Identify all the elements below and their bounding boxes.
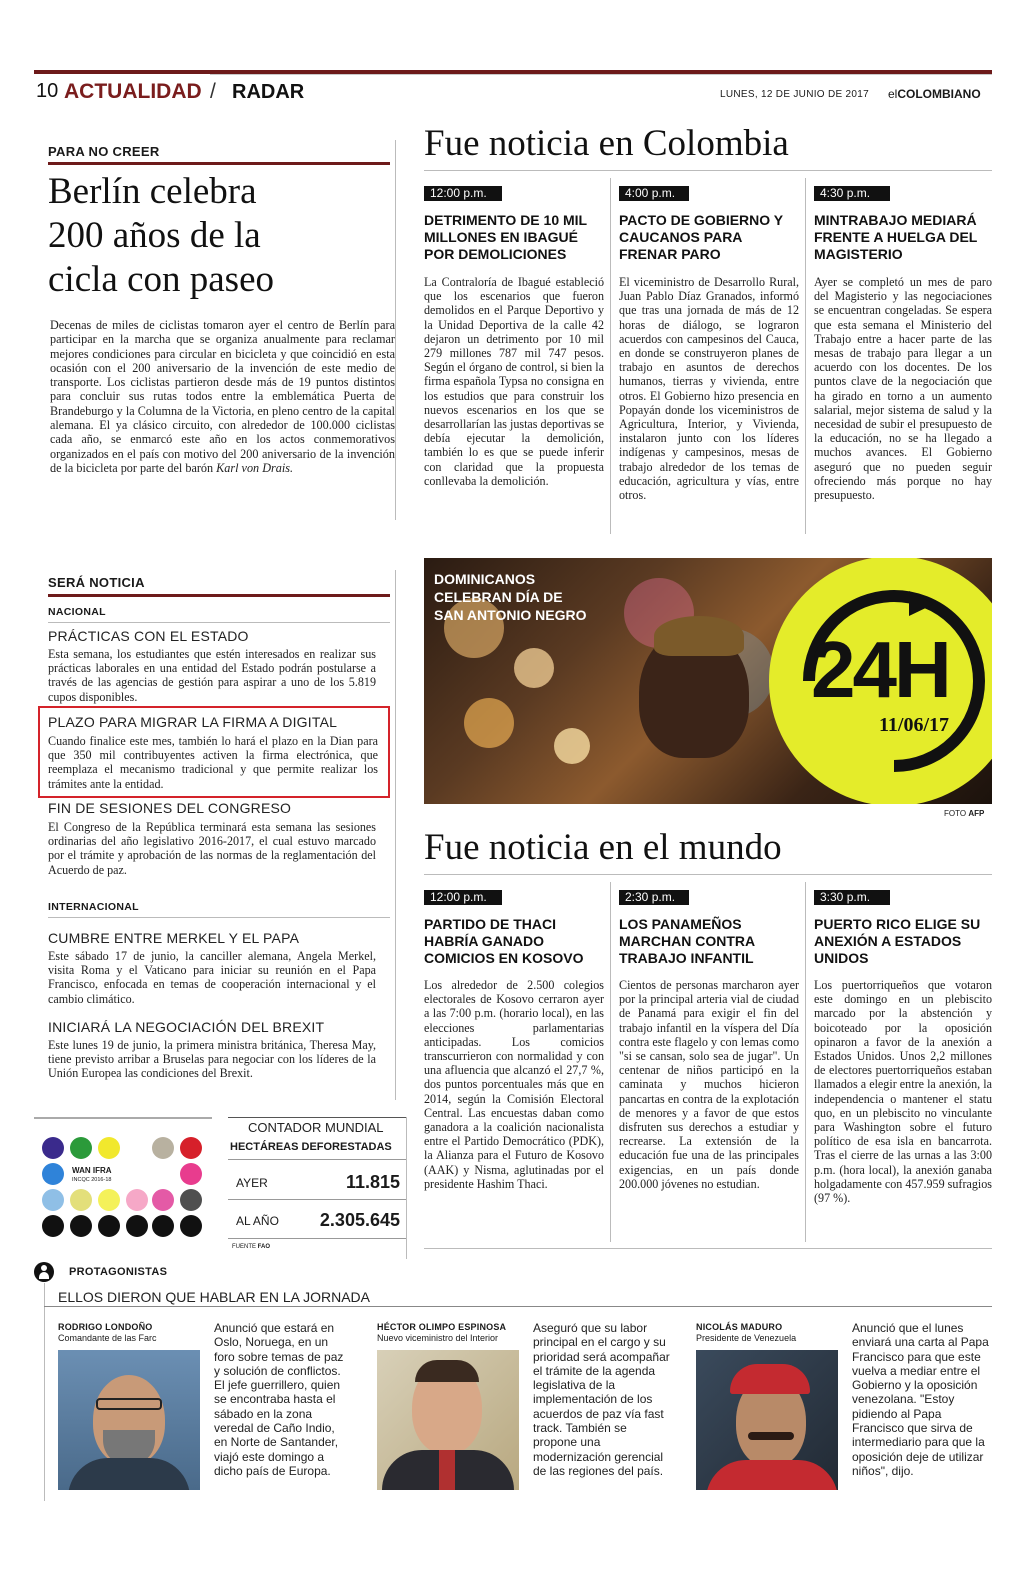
contador-source: FUENTE FAO: [232, 1244, 271, 1250]
photo-light: [554, 728, 590, 764]
nacional-rule: [48, 622, 390, 623]
internacional-title-1: CUMBRE ENTRE MERKEL Y EL PAPA: [48, 930, 300, 946]
mundo-title-1: PARTIDO DE THACI HABRÍA GANADO COMICIOS EN KOSOVO: [424, 916, 584, 966]
protagonistas-kicker: PROTAGONISTAS: [69, 1266, 168, 1278]
mundo-time-1: 12:00 p.m.: [424, 890, 502, 905]
color-swatch: [98, 1137, 120, 1159]
mundo-body-3: Los puertorriqueños que votaron este domingo en un plebiscito marcado por la abstención y boicoteado por la oposición opinaron a favor de la anexión a Estados Unidos. Unos 2,2 millones de electores puertorriqueños estaban llamados a elegir entre la anexión, la independencia o mantener el statu quo, en un plebiscito no vinculante para Washington sobre el futuro político de esa isla en bancarrota. Tras el cierre de las urnas a las 3:00 p.m. (hora local), la anexión ganaba holgadamente con 457.959 sufragios (97 %).: [814, 978, 993, 1206]
photo-hat: [654, 616, 744, 656]
color-swatch: [42, 1189, 64, 1211]
color-swatch: [70, 1189, 92, 1211]
mundo-divider-1: [610, 882, 611, 1242]
nacional-title-1: PRÁCTICAS CON EL ESTADO: [48, 628, 249, 644]
protagonista-text-1: Anunció que estará en Oslo, Noruega, en un foro sobre temas de paz y solución de conflictos. El jefe guerrillero, quien se encontraba hasta el sábado en la zona veredal de Caño Indio, en Norte de Santander, viajó este domingo a dicho país de Europa.: [214, 1321, 344, 1478]
color-swatch: [42, 1163, 64, 1185]
protagonistas-side-rule: [44, 1283, 45, 1501]
colombia-divider-2: [805, 178, 806, 534]
nacional-label: NACIONAL: [48, 606, 106, 618]
kicker-rule: [48, 162, 390, 165]
colombia-title-2: PACTO DE GOBIERNO Y CAUCANOS PARA FRENAR PARO: [619, 212, 783, 262]
nacional-title-2: PLAZO PARA MIGRAR LA FIRMA A DIGITAL: [48, 714, 338, 730]
protagonista-name-3: NICOLÁS MADURO: [696, 1322, 783, 1332]
color-bar-rule: [34, 1117, 212, 1119]
nacional-body-1: Esta semana, los estudiantes que estén interesados en realizar sus prácticas laborales en una entidad del Estado podrán postularse a través de las agencias de gestión para aspirar a uno de los 5.819 cupos disponibles.: [48, 647, 376, 704]
mundo-time-3: 3:30 p.m.: [814, 890, 890, 905]
subsection-name: RADAR: [232, 81, 305, 103]
mundo-title-3: PUERTO RICO ELIGE SU ANEXIÓN A ESTADOS UNIDOS: [814, 916, 981, 966]
nacional-title-3: FIN DE SESIONES DEL CONGRESO: [48, 800, 292, 816]
newspaper-brand: elCOLOMBIANO: [888, 87, 981, 101]
contador-rule: [228, 1159, 406, 1160]
mundo-body-2: Cientos de personas marcharon ayer por la principal arteria vial de ciudad de Panamá para exigir el fin del trabajo infantil en la víspera del Día contra este flagelo y con lemas como "si se cansan, solo sea de jugar". Un centenar de niños participó en la caminata y muchos hicieron pancartas en contra de la explotación de menores y a favor de que estos disfruten sus derechos a estudiar y recrearse. La extensión de la educación fue una de las principales exigencias, en un país donde 200.000 jóvenes no estudian.: [619, 978, 799, 1191]
sera-noticia-rule: [48, 594, 390, 597]
protagonista-text-2: Aseguró que su labor principal en el cargo y su prioridad será acompañar el trámite de la agenda legislativa de la implementación de los acuerdos de paz vía fast track. También se propone una modernización gerencial de las regiones del país.: [533, 1321, 670, 1478]
protagonista-role-2: Nuevo viceministro del Interior: [377, 1333, 499, 1343]
protagonista-name-2: HÉCTOR OLIMPO ESPINOSA: [377, 1322, 507, 1332]
mundo-divider-2: [805, 882, 806, 1242]
protagonista-text-3: Anunció que el lunes enviará una carta al Papa Francisco para que este vuelva a mediar entre el Gobierno y la oposición venezolana. "Estoy pidiendo al Papa Francisco que sirva de intermediario para que la oposición deje de utilizar niños", dijo.: [852, 1321, 989, 1478]
protagonista-photo-1: [58, 1350, 200, 1490]
nacional-body-2: Cuando finalice este mes, también lo hará el plazo en la Dian para que 350 mil contribuyentes activen la firma electrónica, que reemplaza el mecanismo tradicional y que permite realizar los trámites ante la entidad.: [48, 734, 378, 791]
color-swatch: [152, 1215, 174, 1237]
left-column-divider: [395, 140, 396, 520]
protagonista-role-3: Presidente de Venezuela: [696, 1333, 797, 1343]
contador-value-ayer: 11.815: [345, 1172, 400, 1192]
mundo-time-2: 2:30 p.m.: [619, 890, 689, 905]
sera-noticia-kicker: SERÁ NOTICIA: [48, 575, 145, 590]
color-swatch: [126, 1189, 148, 1211]
color-swatch: [152, 1137, 174, 1159]
colombia-heading-rule: [424, 170, 992, 171]
person-icon: [34, 1262, 54, 1282]
para-no-creer-kicker: PARA NO CREER: [48, 144, 160, 159]
colombia-body-2: El viceministro de Desarrollo Rural, Juan Pablo Díaz Granados, informó que tras una jornada de más de 12 horas de diálogo, se lograron acuerdos con campesinos del Cauca, en donde se construyeron planes de trabajo en asuntos de derechos humanos, tierras y vivienda, entre otros. El Gobierno hizo presencia en Popayán donde los viceministros de Agricultura, Interior, y Vivienda, instalaron junto con los líderes indígenas y campesinos, mesas de trabajo alrededor de los temas de educación, agricultura y vías, entre otros.: [619, 275, 799, 503]
colombia-time-2: 4:00 p.m.: [619, 186, 689, 201]
protagonistas-rule: [44, 1306, 992, 1307]
header-thin-rule: [210, 74, 992, 75]
logo-24h-date: 11/06/17: [879, 714, 950, 736]
mundo-title-2: LOS PANAMEÑOS MARCHAN CONTRA TRABAJO INFANTIL: [619, 916, 755, 966]
color-swatch: [180, 1163, 202, 1185]
mundo-heading-rule: [424, 874, 992, 875]
contador-subtitle: HECTÁREAS DEFORESTADAS: [230, 1141, 392, 1153]
internacional-label: INTERNACIONAL: [48, 901, 139, 913]
colombia-time-3: 4:30 p.m.: [814, 186, 890, 201]
internacional-title-2: INICIARÁ LA NEGOCIACIÓN DEL BREXIT: [48, 1019, 325, 1035]
internacional-body-1: Este sábado 17 de junio, la canciller alemana, Angela Merkel, visita Roma y el Vaticano para iniciar su reunión en el Papa Francisco, enfocada en temas de cooperación internacional y el cambio climático.: [48, 949, 376, 1006]
colombia-heading: Fue noticia en Colombia: [424, 123, 789, 164]
protagonista-photo-3: [696, 1350, 838, 1490]
internacional-body-2: Este lunes 19 de junio, la primera ministra británica, Theresa May, tiene previsto arribar a Bruselas para negociar con los líderes de la Unión Europea las condiciones del Brexit.: [48, 1038, 376, 1081]
para-no-creer-title: Berlín celebra 200 años de la cicla con paseo: [48, 171, 274, 300]
page-number: 10: [36, 80, 59, 102]
photo-light: [464, 698, 514, 748]
colombia-divider-1: [610, 178, 611, 534]
photo-light: [514, 648, 554, 688]
photo-credit: FOTO AFP: [944, 809, 985, 818]
wan-ifra-caption: INCQC 2016-18: [72, 1177, 112, 1183]
color-swatch: [98, 1189, 120, 1211]
protagonistas-subtitle: ELLOS DIERON QUE HABLAR EN LA JORNADA: [58, 1289, 370, 1305]
contador-divider: [406, 1117, 407, 1259]
color-control-bar: [34, 1117, 212, 1243]
contador-label-ano: AL AÑO: [236, 1214, 279, 1228]
protagonista-name-1: RODRIGO LONDOÑO: [58, 1322, 153, 1332]
color-swatch: [152, 1189, 174, 1211]
color-swatch: [98, 1215, 120, 1237]
photo-24h: [424, 558, 992, 804]
para-no-creer-body: Decenas de miles de ciclistas tomaron ayer el centro de Berlín para participar en la marcha que se organiza anualmente para reclamar mejores condiciones para circular en bicicleta y que coincidió en esta ocasión con el 200 aniversario de la invención de este medio de transporte. Los ciclistas partieron desde más de 19 puntos distintos para concluir sus rutas todos entre la emblemática Puerta de Brandeburgo y la Columna de la Victoria, en pleno centro de la capital alemana. El ya clásico circuito, con alrededor de 100.000 ciclistas cada año, se enmarcó este año en los actos conmemorativos organizados en el país con motivo del 200 aniversario de la invención de la bicicleta por parte del barón Karl von Drais.: [50, 318, 395, 475]
contador-top-rule: [228, 1117, 406, 1118]
colombia-time-1: 12:00 p.m.: [424, 186, 502, 201]
contador-value-ano: 2.305.645: [319, 1210, 400, 1230]
colombia-body-3: Ayer se completó un mes de paro del Magisterio y las negociaciones se encuentran congeladas. Se espera que esta semana el Ministerio del Trabajo entre a hacer parte de las mesas de trabajo para llegar a un acuerdo con los docentes. De los puntos clave de la negociación que ha girado en torno a un aumento salarial, mejor sistema de salud y la necesidad de subir el presupuesto de la educación, no se ha llegado a muchos avances. El Gobierno aseguró que no pueden seguir ofreciendo más porque no hay presupuesto.: [814, 275, 992, 503]
color-swatch: [180, 1215, 202, 1237]
colombia-body-1: La Contraloría de Ibagué estableció que los escenarios que fueron demolidos en el Parque Deportivo y la Unidad Deportiva de la calle 42 dejaron un detrimento por 10 mil 279 millones 787 mil 747 pesos. Según el órgano de control, si bien la firma española Typsa no consigna en los estudios que para construir los nuevos escenarios en los que se desarrollarían las justas deportivas se debía ejecutar la demolición, también lo es que se puede inferir con claridad que la propuesta conllevaba la demolición.: [424, 275, 605, 488]
color-swatch: [42, 1137, 64, 1159]
color-swatch: [126, 1215, 148, 1237]
section-name: ACTUALIDAD: [64, 80, 202, 103]
contador-mundial: [228, 1117, 406, 1250]
color-swatch: [42, 1215, 64, 1237]
contador-rule: [228, 1238, 406, 1239]
colombia-title-1: DETRIMENTO DE 10 MIL MILLONES EN IBAGUÉ POR DEMOLICIONES: [424, 212, 587, 262]
wan-ifra-logo: WAN IFRA: [72, 1166, 112, 1175]
logo-24h-text: 24H: [811, 625, 949, 714]
internacional-rule: [48, 917, 390, 918]
protagonista-photo-2: [377, 1350, 519, 1490]
mundo-body-1: Los alrededor de 2.500 colegios electorales de Kosovo cerraron ayer a las 7:00 p.m. (horario local), en las elecciones parlamentarias anticipadas. Los comicios transcurrieron con normalidad y con una afluencia que alcanzó el 27,7 %, dos puntos porcentuales más que en 2014, según la Comisión Electoral Central. Las encuestas daban como ganadora a la coalición nacionalista entre el Partido Democrático (PDK), la Alianza para el Futuro de Kosovo (AAK) y Nisma, aglutinadas por el presidente Hashim Thaci.: [424, 978, 604, 1191]
contador-label-ayer: AYER: [236, 1176, 268, 1190]
contador-rule: [228, 1199, 406, 1200]
mundo-bottom-rule: [424, 1248, 992, 1249]
logo-24h: [769, 558, 992, 804]
issue-date: LUNES, 12 DE JUNIO DE 2017: [720, 89, 869, 100]
left-column-divider-2: [395, 570, 396, 1100]
contador-title: CONTADOR MUNDIAL: [248, 1120, 384, 1135]
color-swatch: [70, 1137, 92, 1159]
section-separator: /: [210, 80, 216, 103]
protagonista-role-1: Comandante de las Farc: [58, 1333, 157, 1343]
color-swatch: [180, 1189, 202, 1211]
mundo-heading: Fue noticia en el mundo: [424, 827, 782, 868]
nacional-body-3: El Congreso de la República terminará esta semana las sesiones ordinarias del año legislativo 2016-2017, el cual estuvo marcado por el trámite y aprobación de las normas de la reglamentación del Acuerdo de paz.: [48, 820, 376, 877]
color-swatch: [180, 1137, 202, 1159]
color-swatch: [70, 1215, 92, 1237]
photo-24h-caption: DOMINICANOS CELEBRAN DÍA DE SAN ANTONIO NEGRO: [434, 571, 587, 623]
colombia-title-3: MINTRABAJO MEDIARÁ FRENTE A HUELGA DEL MAGISTERIO: [814, 212, 978, 262]
